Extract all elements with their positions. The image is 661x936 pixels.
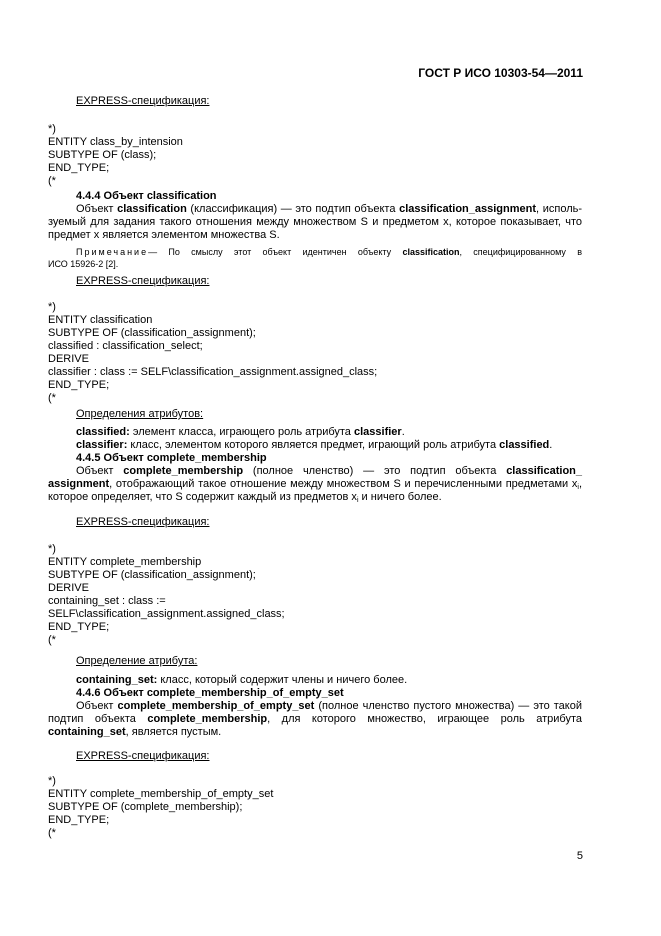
- attribute-def: containing_set: класс, который содержит члены и ничего более.: [76, 674, 408, 686]
- code-line: (*: [48, 175, 56, 187]
- code-line: END_TYPE;: [48, 162, 110, 174]
- code-line: *): [48, 301, 56, 313]
- code-line: SUBTYPE OF (classification_assignment);: [48, 327, 256, 339]
- section-heading: 4.4.4 Объект classification: [76, 190, 217, 202]
- attribute-def: classifier: класс, элементом которого является предмет, играющий роль атрибута classified.: [76, 439, 553, 451]
- section-heading: 4.4.5 Объект complete_membership: [76, 452, 267, 464]
- code-line: END_TYPE;: [48, 621, 110, 633]
- paragraph-line: зуемый для задания такого отношения между множеством S и предметом x, которое показывает, что: [48, 216, 582, 228]
- express-spec-label: EXPRESS-спецификация:: [76, 95, 210, 107]
- code-line: *): [48, 123, 56, 135]
- code-line: (*: [48, 827, 56, 839]
- paragraph-line: containing_set, является пустым.: [48, 726, 222, 738]
- section-heading: 4.4.6 Объект complete_membership_of_empty_set: [76, 687, 344, 699]
- paragraph-line: Объект complete_membership_of_empty_set (полное членство пустого множества) — это такой: [76, 700, 582, 712]
- paragraph-line: assignment, отображающий такое отношение между множеством S и перечисленными предметами $x_i$,: [48, 478, 582, 491]
- express-spec-label: EXPRESS-спецификация:: [76, 275, 210, 287]
- code-line: ENTITY complete_membership_of_empty_set: [48, 788, 274, 800]
- attribute-label: Определение атрибута:: [76, 655, 198, 667]
- paragraph-line: предмет x является элементом множества S.: [48, 229, 280, 241]
- note-line: Примечание— По смыслу этот объект идентичен объекту classification, специфицированному в: [76, 247, 582, 257]
- paragraph-line: подтип объекта complete_membership, для которого множество, играющее роль атрибута: [48, 713, 582, 725]
- document-header: ГОСТ Р ИСО 10303-54—2011: [418, 66, 583, 80]
- page-number: 5: [576, 850, 583, 862]
- code-line: SUBTYPE OF (complete_membership);: [48, 801, 243, 813]
- attribute-def: classified: элемент класса, играющего роль атрибута classifier.: [76, 426, 405, 438]
- code-line: *): [48, 543, 56, 555]
- code-line: END_TYPE;: [48, 814, 110, 826]
- express-spec-label: EXPRESS-спецификация:: [76, 516, 210, 528]
- code-line: ENTITY complete_membership: [48, 556, 202, 568]
- code-line: END_TYPE;: [48, 379, 110, 391]
- code-line: SUBTYPE OF (class);: [48, 149, 157, 161]
- attributes-label: Определения атрибутов:: [76, 408, 204, 420]
- paragraph-line: Объект classification (классификация) — это подтип объекта classification_assignment, исполь-: [76, 203, 583, 215]
- code-line: DERIVE: [48, 582, 89, 594]
- code-line: ENTITY class_by_intension: [48, 136, 183, 148]
- express-spec-label: EXPRESS-спецификация:: [76, 750, 210, 762]
- note-line: ИСО 15926-2 [2].: [48, 259, 119, 269]
- code-line: SELF\classification_assignment.assigned_class;: [48, 608, 285, 620]
- code-line: SUBTYPE OF (classification_assignment);: [48, 569, 256, 581]
- code-line: ENTITY classification: [48, 314, 153, 326]
- code-line: (*: [48, 392, 56, 404]
- code-line: classified : classification_select;: [48, 340, 203, 352]
- code-line: classifier : class := SELF\classification_assignment.assigned_class;: [48, 366, 378, 378]
- code-line: containing_set : class :=: [48, 595, 166, 607]
- code-line: (*: [48, 634, 56, 646]
- paragraph-line: которое определяет, что S содержит каждый из предметов $x_i$ и ничего более.: [48, 491, 442, 504]
- code-line: *): [48, 775, 56, 787]
- code-line: DERIVE: [48, 353, 89, 365]
- paragraph-line: Объект complete_membership (полное членство) — это подтип объекта classification_: [76, 465, 583, 477]
